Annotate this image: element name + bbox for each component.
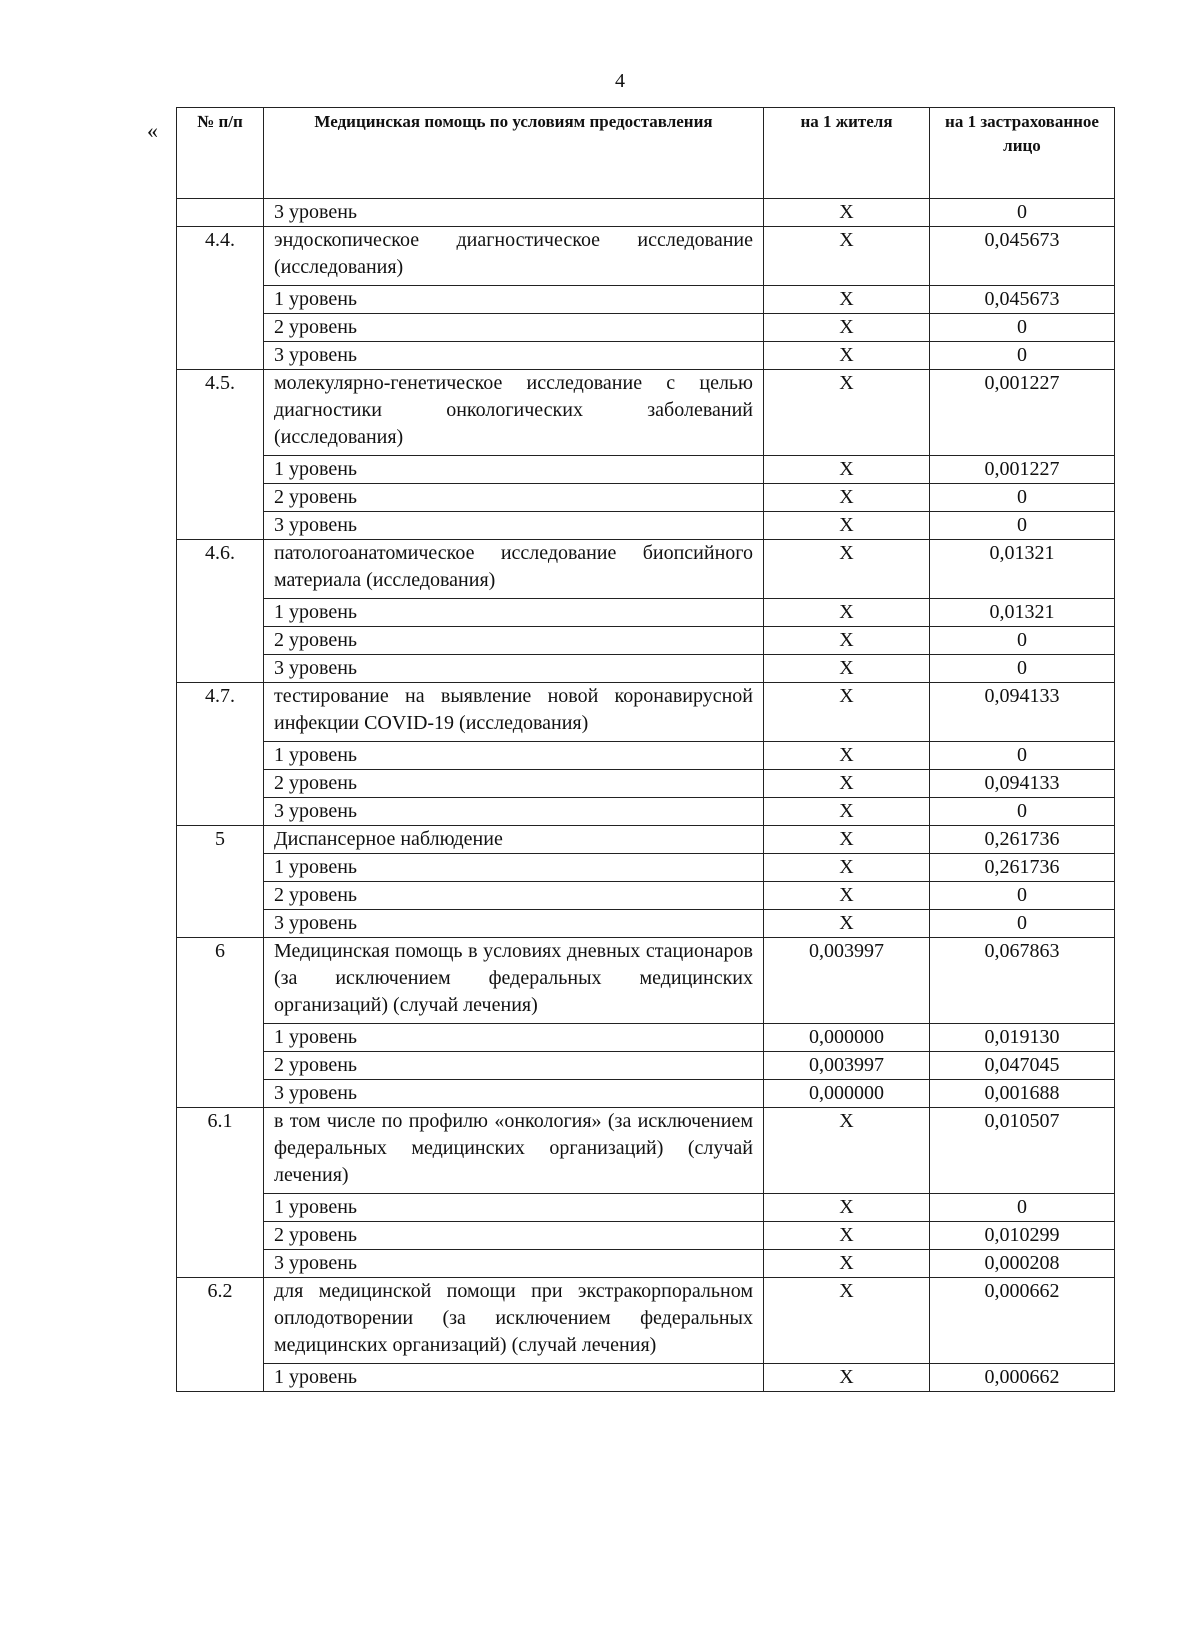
- per-insured-value-cell: 0: [930, 342, 1115, 370]
- per-resident-value-cell: X: [764, 742, 930, 770]
- table-row: [177, 512, 1115, 540]
- table-row: [177, 1364, 1115, 1392]
- level-label-cell: 2 уровень: [264, 627, 764, 655]
- table-row: [177, 882, 1115, 910]
- care-type-description-cell: для медицинской помощи при экстракорпоральном оплодотворении (за исключением федеральных медицинских организаций) (случай лечения): [264, 1278, 764, 1364]
- level-label-cell: 3 уровень: [264, 1250, 764, 1278]
- per-resident-value-cell: 0,003997: [764, 1052, 930, 1080]
- row-number-cell: 5: [177, 826, 264, 938]
- per-resident-value-cell: X: [764, 1278, 930, 1364]
- level-label-cell: 1 уровень: [264, 854, 764, 882]
- per-resident-value-cell: X: [764, 1194, 930, 1222]
- per-insured-value-cell: 0,067863: [930, 938, 1115, 1024]
- per-insured-value-cell: 0,094133: [930, 683, 1115, 742]
- per-insured-value-cell: 0,261736: [930, 826, 1115, 854]
- per-resident-value-cell: X: [764, 826, 930, 854]
- per-insured-value-cell: 0,045673: [930, 227, 1115, 286]
- per-resident-value-cell: X: [764, 1364, 930, 1392]
- header-per-resident: на 1 жителя: [764, 108, 930, 199]
- level-label-cell: 2 уровень: [264, 314, 764, 342]
- level-label-cell: 1 уровень: [264, 1194, 764, 1222]
- table-row: [177, 342, 1115, 370]
- per-insured-value-cell: 0: [930, 798, 1115, 826]
- per-resident-value-cell: X: [764, 1222, 930, 1250]
- per-resident-value-cell: X: [764, 342, 930, 370]
- per-insured-value-cell: 0,000662: [930, 1278, 1115, 1364]
- level-label-cell: 1 уровень: [264, 1364, 764, 1392]
- level-label-cell: 3 уровень: [264, 512, 764, 540]
- per-insured-value-cell: 0,019130: [930, 1024, 1115, 1052]
- per-insured-value-cell: 0: [930, 655, 1115, 683]
- header-per-insured: на 1 застрахованное лицо: [930, 108, 1115, 199]
- table-row: [177, 1024, 1115, 1052]
- level-label-cell: 2 уровень: [264, 770, 764, 798]
- per-insured-value-cell: 0,001227: [930, 456, 1115, 484]
- row-number-cell: 4.6.: [177, 540, 264, 683]
- care-type-description-cell: эндоскопическое диагностическое исследование (исследования): [264, 227, 764, 286]
- per-resident-value-cell: X: [764, 798, 930, 826]
- per-insured-value-cell: 0: [930, 484, 1115, 512]
- page-number: 4: [615, 70, 625, 92]
- table-row: [177, 484, 1115, 512]
- per-resident-value-cell: X: [764, 512, 930, 540]
- row-number-cell: 4.4.: [177, 227, 264, 370]
- table-row: [177, 910, 1115, 938]
- per-resident-value-cell: X: [764, 1108, 930, 1194]
- table-header-row: [177, 108, 1115, 199]
- level-label-cell: 3 уровень: [264, 342, 764, 370]
- per-resident-value-cell: X: [764, 1250, 930, 1278]
- per-insured-value-cell: 0: [930, 314, 1115, 342]
- per-insured-value-cell: 0,001227: [930, 370, 1115, 456]
- per-insured-value-cell: 0: [930, 882, 1115, 910]
- table-row: [177, 540, 1115, 599]
- level-label-cell: 3 уровень: [264, 798, 764, 826]
- level-label-cell: 2 уровень: [264, 882, 764, 910]
- row-number-cell: 6: [177, 938, 264, 1108]
- per-resident-value-cell: X: [764, 484, 930, 512]
- table-body: [177, 199, 1115, 1392]
- opening-quote-mark: «: [147, 118, 158, 143]
- table-row: [177, 199, 1115, 227]
- table-row: [177, 798, 1115, 826]
- per-resident-value-cell: X: [764, 627, 930, 655]
- table-row: [177, 1222, 1115, 1250]
- per-insured-value-cell: 0,045673: [930, 286, 1115, 314]
- care-type-description-cell: молекулярно-генетическое исследование с целью диагностики онкологических заболеваний (исследования): [264, 370, 764, 456]
- level-label-cell: 1 уровень: [264, 456, 764, 484]
- per-insured-value-cell: 0: [930, 627, 1115, 655]
- row-number-cell: 6.1: [177, 1108, 264, 1278]
- row-number-cell: 4.5.: [177, 370, 264, 540]
- per-resident-value-cell: X: [764, 199, 930, 227]
- table-row: [177, 1108, 1115, 1194]
- table-row: [177, 227, 1115, 286]
- level-label-cell: 1 уровень: [264, 1024, 764, 1052]
- table-row: [177, 1052, 1115, 1080]
- table-row: [177, 683, 1115, 742]
- per-insured-value-cell: 0: [930, 910, 1115, 938]
- table-row: [177, 1278, 1115, 1364]
- level-label-cell: Диспансерное наблюдение: [264, 826, 764, 854]
- table-row: [177, 1250, 1115, 1278]
- row-number-cell: 6.2: [177, 1278, 264, 1392]
- level-label-cell: 3 уровень: [264, 655, 764, 683]
- per-resident-value-cell: X: [764, 314, 930, 342]
- per-resident-value-cell: X: [764, 770, 930, 798]
- per-insured-value-cell: 0,000662: [930, 1364, 1115, 1392]
- table-row: [177, 742, 1115, 770]
- per-resident-value-cell: X: [764, 683, 930, 742]
- table-row: [177, 599, 1115, 627]
- per-insured-value-cell: 0,000208: [930, 1250, 1115, 1278]
- table-row: [177, 314, 1115, 342]
- level-label-cell: 2 уровень: [264, 484, 764, 512]
- per-insured-value-cell: 0: [930, 742, 1115, 770]
- level-label-cell: 3 уровень: [264, 199, 764, 227]
- care-type-description-cell: тестирование на выявление новой коронавирусной инфекции COVID-19 (исследования): [264, 683, 764, 742]
- per-resident-value-cell: X: [764, 854, 930, 882]
- row-number-cell: [177, 199, 264, 227]
- level-label-cell: 1 уровень: [264, 286, 764, 314]
- level-label-cell: 1 уровень: [264, 742, 764, 770]
- per-resident-value-cell: 0,000000: [764, 1080, 930, 1108]
- table-row: [177, 770, 1115, 798]
- per-insured-value-cell: 0: [930, 199, 1115, 227]
- per-insured-value-cell: 0,261736: [930, 854, 1115, 882]
- table-row: [177, 627, 1115, 655]
- per-resident-value-cell: X: [764, 540, 930, 599]
- level-label-cell: 3 уровень: [264, 1080, 764, 1108]
- level-label-cell: 3 уровень: [264, 910, 764, 938]
- table-row: [177, 456, 1115, 484]
- level-label-cell: 2 уровень: [264, 1052, 764, 1080]
- per-insured-value-cell: 0: [930, 1194, 1115, 1222]
- per-resident-value-cell: X: [764, 286, 930, 314]
- per-insured-value-cell: 0,001688: [930, 1080, 1115, 1108]
- per-insured-value-cell: 0,010507: [930, 1108, 1115, 1194]
- per-resident-value-cell: X: [764, 655, 930, 683]
- care-type-description-cell: Медицинская помощь в условиях дневных стационаров (за исключением федеральных медицинских организаций) (случай лечения): [264, 938, 764, 1024]
- per-resident-value-cell: 0,000000: [764, 1024, 930, 1052]
- per-insured-value-cell: 0,094133: [930, 770, 1115, 798]
- header-number: № п/п: [177, 108, 264, 199]
- per-resident-value-cell: X: [764, 910, 930, 938]
- table-row: [177, 938, 1115, 1024]
- medical-care-norms-table: [176, 107, 1115, 1392]
- table-row: [177, 854, 1115, 882]
- care-type-description-cell: патологоанатомическое исследование биопсийного материала (исследования): [264, 540, 764, 599]
- per-resident-value-cell: X: [764, 370, 930, 456]
- table-row: [177, 655, 1115, 683]
- per-resident-value-cell: X: [764, 599, 930, 627]
- level-label-cell: 1 уровень: [264, 599, 764, 627]
- per-resident-value-cell: X: [764, 227, 930, 286]
- per-insured-value-cell: 0: [930, 512, 1115, 540]
- header-care-type: Медицинская помощь по условиям предоставления: [264, 108, 764, 199]
- care-type-description-cell: в том числе по профилю «онкология» (за исключением федеральных медицинских организаций) (случай лечения): [264, 1108, 764, 1194]
- table-row: [177, 286, 1115, 314]
- table-row: [177, 370, 1115, 456]
- level-label-cell: 2 уровень: [264, 1222, 764, 1250]
- table-row: [177, 1080, 1115, 1108]
- per-insured-value-cell: 0,01321: [930, 540, 1115, 599]
- per-resident-value-cell: 0,003997: [764, 938, 930, 1024]
- table-row: [177, 1194, 1115, 1222]
- per-insured-value-cell: 0,01321: [930, 599, 1115, 627]
- per-insured-value-cell: 0,047045: [930, 1052, 1115, 1080]
- per-resident-value-cell: X: [764, 882, 930, 910]
- per-insured-value-cell: 0,010299: [930, 1222, 1115, 1250]
- row-number-cell: 4.7.: [177, 683, 264, 826]
- table-row: [177, 826, 1115, 854]
- per-resident-value-cell: X: [764, 456, 930, 484]
